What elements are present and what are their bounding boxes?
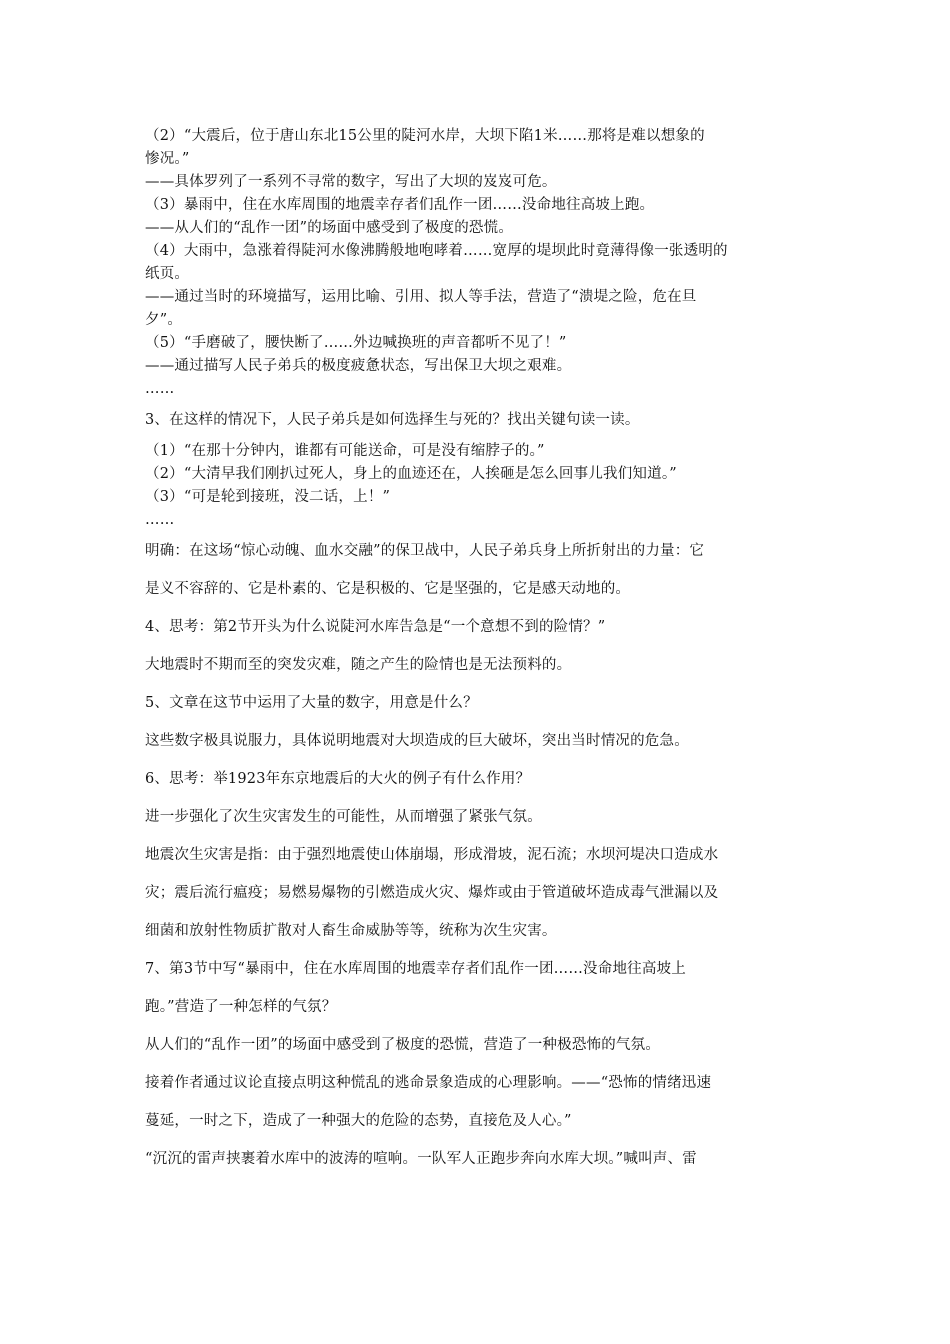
text-line: 细菌和放射性物质扩散对人畜生命威胁等等，统称为次生灾害。 <box>145 923 557 939</box>
answer-7: 从人们的“乱作一团”的场面中感受到了极度的恐慌，营造了一种极恐怖的气氛。 <box>145 1037 661 1053</box>
text-line: 夕”。 <box>145 312 183 328</box>
text-line: 惨况。” <box>145 151 190 167</box>
text-line: 灾；震后流行瘟疫；易燃易爆物的引燃造成火灾、爆炸或由于管道破坏造成毒气泄漏以及 <box>145 885 719 901</box>
ellipsis-line: …… <box>145 381 175 397</box>
answer-5: 这些数字极具说服力，具体说明地震对大坝造成的巨大破坏，突出当时情况的危急。 <box>145 733 689 749</box>
answer-4: 大地震时不期而至的突发灾难，随之产生的险情也是无法预料的。 <box>145 657 572 673</box>
question-3: 3、在这样的情况下，人民子弟兵是如何选择生与死的？找出关键句读一读。 <box>145 412 640 428</box>
question-7: 7、第3节中写“暴雨中，住在水库周围的地震幸存者们乱作一团……没命地往高坡上 <box>145 961 686 977</box>
text-line: ——通过描写人民子弟兵的极度疲惫状态，写出保卫大坝之艰难。 <box>145 358 572 374</box>
text-line: ——从人们的“乱作一团”的场面中感受到了极度的恐慌。 <box>145 220 514 236</box>
text-line: （5）“手磨破了，腰快断了……外边喊换班的声音都听不见了！” <box>145 335 567 351</box>
ellipsis-line: …… <box>145 512 175 528</box>
text-line: ——通过当时的环境描写，运用比喻、引用、拟人等手法，营造了“溃堤之险，危在旦 <box>145 289 697 305</box>
text-line: “沉沉的雷声挟裹着水库中的波涛的喧响。一队军人正跑步奔向水库大坝。”喊叫声、雷 <box>145 1151 697 1167</box>
question-5: 5、文章在这节中运用了大量的数字，用意是什么？ <box>145 695 478 711</box>
answer-6: 进一步强化了次生灾害发生的可能性，从而增强了紧张气氛。 <box>145 809 542 825</box>
text-line: 蔓延，一时之下，造成了一种强大的危险的态势，直接危及人心。” <box>145 1113 572 1129</box>
text-line: 纸页。 <box>145 266 190 282</box>
text-line: 地震次生灾害是指：由于强烈地震使山体崩塌，形成滑坡，泥石流；水坝河堤决口造成水 <box>145 847 719 863</box>
text-line: （2）“大震后，位于唐山东北15公里的陡河水岸，大坝下陷1米……那将是难以想象的 <box>145 128 705 144</box>
text-line: （4）大雨中，急涨着得陡河水像沸腾般地咆哮着……宽厚的堤坝此时竟薄得像一张透明的 <box>145 243 728 259</box>
question-4: 4、思考：第2节开头为什么说陡河水库告急是“一个意想不到的险情？” <box>145 619 606 635</box>
text-line: （2）“大清早我们刚扒过死人，身上的血迹还在，人挨砸是怎么回事儿我们知道。” <box>145 466 677 482</box>
text-line: 接着作者通过议论直接点明这种慌乱的逃命景象造成的心理影响。——“恐怖的情绪迅速 <box>145 1075 712 1091</box>
text-line: （3）“可是轮到接班，没二话，上！” <box>145 489 391 505</box>
question-6: 6、思考：举1923年东京地震后的大火的例子有什么作用？ <box>145 771 531 787</box>
text-line: （1）“在那十分钟内，谁都有可能送命，可是没有缩脖子的。” <box>145 443 545 459</box>
text-line: 明确：在这场“惊心动魄、血水交融”的保卫战中，人民子弟兵身上所折射出的力量：它 <box>145 543 705 559</box>
text-line: ——具体罗列了一系列不寻常的数字，写出了大坝的岌岌可危。 <box>145 174 557 190</box>
text-line: （3）暴雨中，住在水库周围的地震幸存者们乱作一团……没命地往高坡上跑。 <box>145 197 655 213</box>
text-line: 是义不容辞的、它是朴素的、它是积极的、它是坚强的，它是感天动地的。 <box>145 581 631 597</box>
text-line: 跑。”营造了一种怎样的气氛？ <box>145 999 337 1015</box>
document-body <box>145 125 815 1178</box>
